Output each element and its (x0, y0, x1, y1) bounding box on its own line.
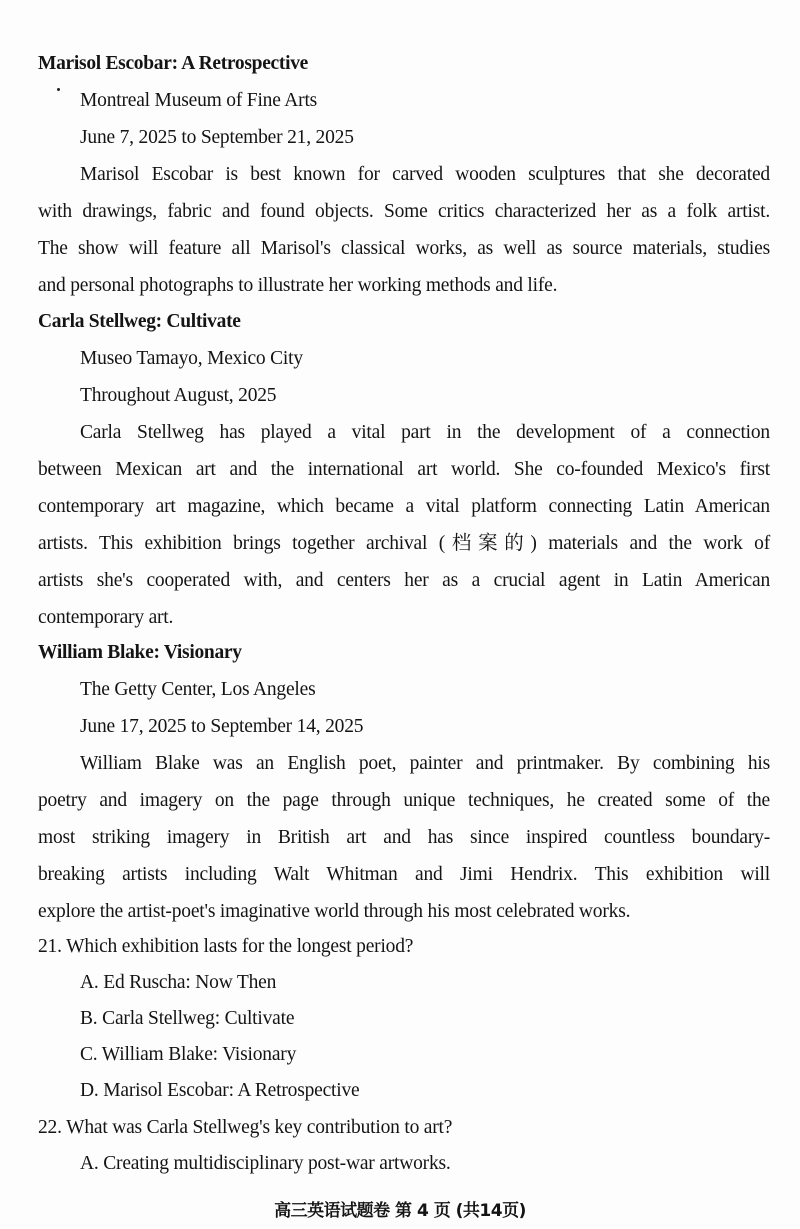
question-22 (38, 1116, 452, 1140)
exhibition-venue: Museo Tamayo, Mexico City (80, 348, 303, 369)
question-21 (38, 935, 413, 959)
exhibition-description-line: most striking imagery in British art and has since inspired countless boundary- (38, 827, 770, 848)
exhibition-description-line: between Mexican art and the international art world. She co-founded Mexico's first (38, 459, 770, 480)
exhibition-description-line: Carla Stellweg has played a vital part in the development of a connection (80, 422, 770, 443)
answer-option[interactable]: A. Creating multidisciplinary post-war artworks. (80, 1153, 451, 1174)
question-number: 22. (38, 1117, 62, 1138)
exhibition-description-line: with drawings, fabric and found objects. Some critics characterized her as a folk artist. (38, 201, 770, 222)
exhibition-title: Marisol Escobar: A Retrospective (38, 53, 309, 74)
exhibition-description-line: Marisol Escobar is best known for carved wooden sculptures that she decorated (80, 164, 770, 185)
exhibition-title: Carla Stellweg: Cultivate (38, 311, 241, 332)
question-text: What was Carla Stellweg's key contribution to art? (66, 1117, 453, 1138)
exhibition-dates: June 7, 2025 to September 21, 2025 (80, 127, 354, 148)
exhibition-dates: June 17, 2025 to September 14, 2025 (80, 716, 364, 737)
exhibition-description-line: William Blake was an English poet, painter and printmaker. By combining his (80, 753, 770, 774)
exhibition-description-line: contemporary art. (38, 607, 174, 628)
scan-speck (57, 88, 60, 91)
answer-option[interactable]: A. Ed Ruscha: Now Then (80, 972, 277, 993)
exhibition-venue: Montreal Museum of Fine Arts (80, 90, 318, 111)
exhibition-description-line: artists she's cooperated with, and centers her as a crucial agent in Latin American (38, 570, 770, 591)
exhibition-description-line: poetry and imagery on the page through unique techniques, he created some of the (38, 790, 770, 811)
exhibition-description-line: explore the artist-poet's imaginative world through his most celebrated works. (38, 901, 631, 922)
exhibition-description-line: breaking artists including Walt Whitman and Jimi Hendrix. This exhibition will (38, 864, 770, 885)
exhibition-description-line: contemporary art magazine, which became a vital platform connecting Latin American (38, 496, 770, 517)
question-text: Which exhibition lasts for the longest period? (66, 936, 414, 957)
answer-option[interactable]: C. William Blake: Visionary (80, 1044, 297, 1065)
exhibition-description-line: The show will feature all Marisol's classical works, as well as source materials, studies (38, 238, 770, 259)
page-footer: 高三英语试题卷 第 4 页 (共14页) (274, 1201, 526, 1221)
exhibition-description-line: and personal photographs to illustrate her working methods and life. (38, 275, 558, 296)
question-number: 21. (38, 936, 62, 957)
answer-option[interactable]: B. Carla Stellweg: Cultivate (80, 1008, 295, 1029)
exhibition-title: William Blake: Visionary (38, 642, 242, 663)
answer-option[interactable]: D. Marisol Escobar: A Retrospective (80, 1080, 360, 1101)
exhibition-description-line: artists. This exhibition brings together archival (档案的) materials and the work of (38, 533, 770, 554)
exhibition-dates: Throughout August, 2025 (80, 385, 277, 406)
exhibition-venue: The Getty Center, Los Angeles (80, 679, 316, 700)
